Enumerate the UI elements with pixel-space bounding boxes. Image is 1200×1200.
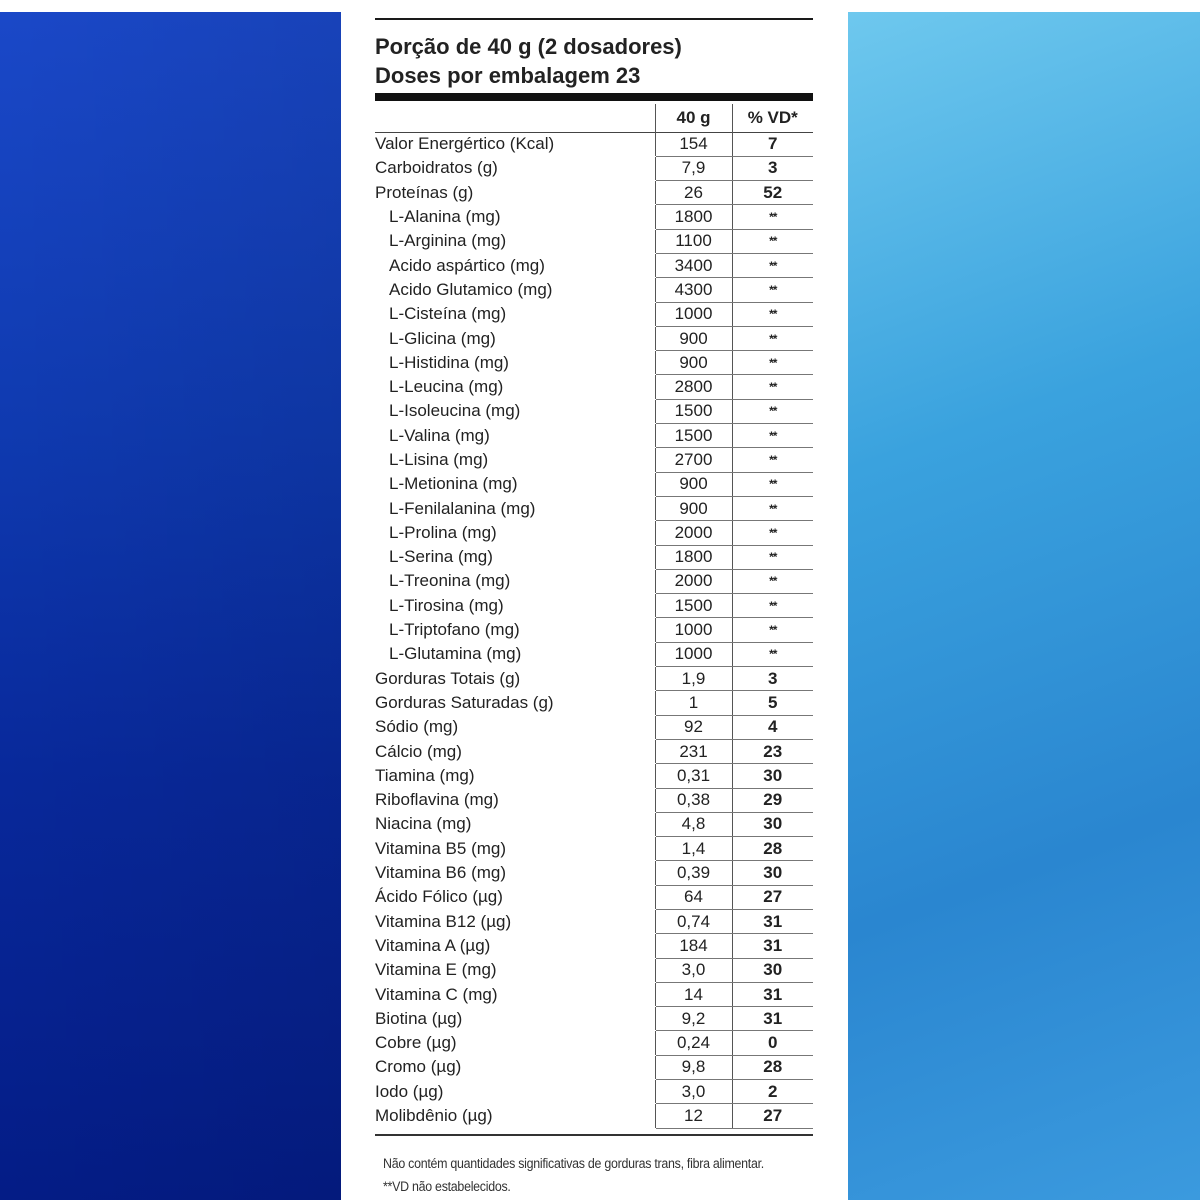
table-row — [375, 618, 813, 642]
table-row — [375, 715, 813, 739]
nutrient-name: Gorduras Saturadas (g) — [375, 692, 554, 712]
nutrient-name: L-Triptofano (mg) — [389, 620, 520, 640]
nutrient-name: Acido Glutamico (mg) — [389, 279, 553, 299]
nutrient-daily-value: 0 — [732, 1031, 813, 1055]
nutrient-name: L-Glicina (mg) — [389, 328, 496, 348]
nutrient-name: Vitamina B5 (mg) — [375, 838, 507, 858]
nutrient-name: L-Metionina (mg) — [389, 474, 518, 494]
nutrient-amount: 0,74 — [655, 910, 732, 934]
table-row — [375, 569, 813, 593]
nutrient-amount: 1,9 — [655, 667, 732, 691]
nutrient-amount: 26 — [655, 181, 732, 205]
nutrient-daily-value: ** — [732, 229, 813, 253]
nutrient-daily-value: 2 — [732, 1080, 813, 1104]
nutrient-name: Niacina (mg) — [375, 814, 472, 834]
nutrient-name: Carboidratos (g) — [375, 158, 498, 178]
servings-per-package: Doses por embalagem 23 — [375, 63, 641, 88]
table-row — [375, 982, 813, 1006]
table-row — [375, 667, 813, 691]
nutrient-name: L-Arginina (mg) — [389, 231, 507, 251]
nutrient-daily-value: 31 — [732, 1007, 813, 1031]
nutrient-name: L-Tirosina (mg) — [389, 595, 504, 615]
nutrient-daily-value: 52 — [732, 181, 813, 205]
nutrient-amount: 9,2 — [655, 1007, 732, 1031]
nutrient-name: L-Serina (mg) — [389, 547, 493, 567]
nutrient-daily-value: 3 — [732, 156, 813, 180]
nutrient-daily-value: 5 — [732, 691, 813, 715]
nutrition-table — [375, 104, 813, 1129]
nutrient-name: Vitamina C (mg) — [375, 984, 498, 1004]
nutrient-name: Vitamina B12 (µg) — [375, 911, 512, 931]
right-blue-panel — [848, 12, 1200, 1200]
header-daily-value: % VD* — [732, 104, 813, 132]
table-row — [375, 739, 813, 763]
nutrient-daily-value: 31 — [732, 934, 813, 958]
table-row — [375, 764, 813, 788]
nutrient-daily-value: ** — [732, 569, 813, 593]
nutrient-name: Iodo (µg) — [375, 1081, 444, 1101]
nutrient-name: Ácido Fólico (µg) — [375, 887, 503, 907]
nutrient-daily-value: ** — [732, 253, 813, 277]
nutrient-daily-value: 30 — [732, 958, 813, 982]
nutrient-daily-value: ** — [732, 399, 813, 423]
nutrient-amount: 1500 — [655, 399, 732, 423]
table-row — [375, 642, 813, 666]
nutrient-name: Acido aspártico (mg) — [389, 255, 545, 275]
nutrient-name: L-Histidina (mg) — [389, 352, 509, 372]
table-row — [375, 910, 813, 934]
nutrient-amount: 14 — [655, 982, 732, 1006]
nutrient-name: L-Glutamina (mg) — [389, 644, 522, 664]
nutrient-amount: 1500 — [655, 594, 732, 618]
nutrient-daily-value: ** — [732, 278, 813, 302]
nutrient-daily-value: 30 — [732, 764, 813, 788]
table-row — [375, 399, 813, 423]
table-row — [375, 958, 813, 982]
nutrient-daily-value: 31 — [732, 982, 813, 1006]
nutrient-daily-value: ** — [732, 351, 813, 375]
nutrient-amount: 92 — [655, 715, 732, 739]
nutrient-amount: 1000 — [655, 618, 732, 642]
nutrient-name: Valor Energértico (Kcal) — [375, 134, 555, 154]
table-row — [375, 691, 813, 715]
nutrient-amount: 1800 — [655, 205, 732, 229]
nutrient-name: Proteínas (g) — [375, 182, 474, 202]
nutrient-name: Biotina (µg) — [375, 1008, 463, 1028]
table-row — [375, 375, 813, 399]
nutrient-daily-value: 31 — [732, 910, 813, 934]
nutrient-name: Cálcio (mg) — [375, 741, 462, 761]
nutrient-daily-value: ** — [732, 448, 813, 472]
table-row — [375, 278, 813, 302]
nutrient-amount: 1100 — [655, 229, 732, 253]
footnote-line-1: Não contém quantidades significativas de gorduras trans, fibra alimentar. — [383, 1156, 764, 1171]
table-row — [375, 1104, 813, 1128]
left-blue-panel — [0, 12, 341, 1200]
top-divider — [375, 18, 813, 20]
nutrient-name: Sódio (mg) — [375, 717, 459, 737]
table-row — [375, 424, 813, 448]
nutrient-daily-value: 23 — [732, 739, 813, 763]
nutrient-amount: 900 — [655, 472, 732, 496]
table-header-row — [375, 104, 813, 132]
table-row — [375, 1031, 813, 1055]
nutrient-amount: 4300 — [655, 278, 732, 302]
nutrient-amount: 0,39 — [655, 861, 732, 885]
nutrient-name: Molibdênio (µg) — [375, 1106, 493, 1126]
table-row — [375, 156, 813, 180]
nutrient-amount: 154 — [655, 132, 732, 156]
table-body — [375, 132, 813, 1128]
nutrient-amount: 0,31 — [655, 764, 732, 788]
table-row — [375, 181, 813, 205]
nutrient-amount: 3,0 — [655, 1080, 732, 1104]
header-nutrient — [375, 104, 655, 132]
nutrient-amount: 7,9 — [655, 156, 732, 180]
nutrient-name: L-Alanina (mg) — [389, 207, 501, 227]
nutrient-daily-value: 7 — [732, 132, 813, 156]
table-row — [375, 885, 813, 909]
nutrient-amount: 4,8 — [655, 812, 732, 836]
nutrient-daily-value: 4 — [732, 715, 813, 739]
nutrient-amount: 9,8 — [655, 1055, 732, 1079]
table-row — [375, 302, 813, 326]
nutrient-amount: 900 — [655, 351, 732, 375]
table-row — [375, 229, 813, 253]
thick-divider — [375, 93, 813, 101]
table-row — [375, 253, 813, 277]
nutrient-amount: 3400 — [655, 253, 732, 277]
table-row — [375, 812, 813, 836]
table-row — [375, 861, 813, 885]
nutrient-name: Vitamina A (µg) — [375, 935, 491, 955]
nutrient-amount: 1000 — [655, 642, 732, 666]
nutrient-amount: 900 — [655, 326, 732, 350]
nutrient-name: L-Valina (mg) — [389, 425, 490, 445]
nutrient-daily-value: 3 — [732, 667, 813, 691]
nutrient-name: L-Isoleucina (mg) — [389, 401, 521, 421]
table-row — [375, 594, 813, 618]
table-row — [375, 496, 813, 520]
nutrient-daily-value: ** — [732, 205, 813, 229]
table-row — [375, 1055, 813, 1079]
table-row — [375, 788, 813, 812]
nutrient-amount: 1000 — [655, 302, 732, 326]
table-row — [375, 545, 813, 569]
nutrient-amount: 184 — [655, 934, 732, 958]
table-row — [375, 934, 813, 958]
table-row — [375, 448, 813, 472]
nutrient-daily-value: ** — [732, 545, 813, 569]
nutrient-name: Tiamina (mg) — [375, 765, 475, 785]
nutrient-amount: 0,38 — [655, 788, 732, 812]
footnote-line-2: **VD não estabelecidos. — [383, 1179, 511, 1194]
serving-size: Porção de 40 g (2 dosadores) — [375, 34, 682, 59]
nutrient-amount: 2000 — [655, 521, 732, 545]
table-row — [375, 472, 813, 496]
nutrient-name: L-Cisteína (mg) — [389, 304, 507, 324]
nutrient-daily-value: ** — [732, 375, 813, 399]
nutrient-daily-value: ** — [732, 302, 813, 326]
nutrient-amount: 231 — [655, 739, 732, 763]
nutrient-daily-value: 28 — [732, 837, 813, 861]
nutrient-daily-value: ** — [732, 618, 813, 642]
nutrient-daily-value: 28 — [732, 1055, 813, 1079]
nutrient-daily-value: ** — [732, 472, 813, 496]
nutrient-daily-value: 27 — [732, 1104, 813, 1128]
serving-info — [375, 32, 682, 90]
footnote — [383, 1152, 823, 1198]
table-row — [375, 1007, 813, 1031]
table-row — [375, 837, 813, 861]
nutrient-amount: 0,24 — [655, 1031, 732, 1055]
nutrient-daily-value: 30 — [732, 861, 813, 885]
table-row — [375, 326, 813, 350]
nutrient-amount: 12 — [655, 1104, 732, 1128]
nutrient-daily-value: ** — [732, 642, 813, 666]
nutrient-amount: 1500 — [655, 424, 732, 448]
nutrient-name: Vitamina B6 (mg) — [375, 863, 507, 883]
nutrient-amount: 1,4 — [655, 837, 732, 861]
nutrient-daily-value: ** — [732, 594, 813, 618]
nutrient-daily-value: 29 — [732, 788, 813, 812]
nutrient-name: Cromo (µg) — [375, 1057, 462, 1077]
nutrient-name: L-Fenilalanina (mg) — [389, 498, 536, 518]
nutrient-name: Gorduras Totais (g) — [375, 668, 521, 688]
nutrient-name: L-Leucina (mg) — [389, 377, 504, 397]
nutrient-daily-value: ** — [732, 521, 813, 545]
nutrient-amount: 2000 — [655, 569, 732, 593]
bottom-divider — [375, 1134, 813, 1136]
nutrient-amount: 1800 — [655, 545, 732, 569]
table-row — [375, 132, 813, 156]
nutrient-daily-value: ** — [732, 424, 813, 448]
nutrient-daily-value: 30 — [732, 812, 813, 836]
nutrient-name: L-Lisina (mg) — [389, 450, 489, 469]
nutrient-name: L-Prolina (mg) — [389, 522, 497, 542]
table-row — [375, 1080, 813, 1104]
table-row — [375, 205, 813, 229]
nutrient-amount: 2800 — [655, 375, 732, 399]
nutrient-amount: 2700 — [655, 448, 732, 472]
nutrient-daily-value: 27 — [732, 885, 813, 909]
nutrient-name: Riboflavina (mg) — [375, 790, 499, 810]
nutrient-name: L-Treonina (mg) — [389, 571, 511, 591]
nutrient-name: Vitamina E (mg) — [375, 960, 497, 980]
table-row — [375, 351, 813, 375]
nutrient-amount: 3,0 — [655, 958, 732, 982]
nutrient-daily-value: ** — [732, 496, 813, 520]
nutrient-amount: 1 — [655, 691, 732, 715]
nutrient-amount: 64 — [655, 885, 732, 909]
nutrient-daily-value: ** — [732, 326, 813, 350]
nutrient-name: Cobre (µg) — [375, 1033, 457, 1053]
nutrient-amount: 900 — [655, 496, 732, 520]
table-row — [375, 521, 813, 545]
header-amount: 40 g — [655, 104, 732, 132]
